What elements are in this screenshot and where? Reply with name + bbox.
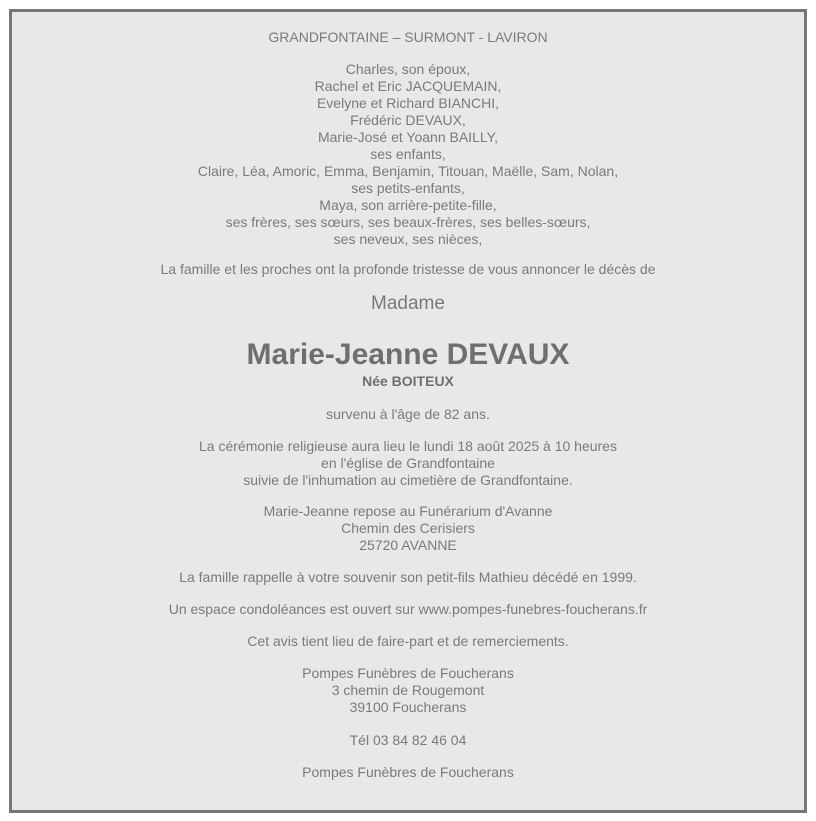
family-line: Maya, son arrière-petite-fille,: [319, 197, 497, 213]
deceased-name: Marie-Jeanne DEVAUX: [246, 338, 570, 371]
condolences-notice: Un espace condoléances est ouvert sur www.pompes-funebres-foucherans.fr: [168, 601, 648, 617]
funerarium-details: [12, 503, 804, 554]
funeral-home-line: Pompes Funèbres de Foucherans: [302, 665, 514, 681]
family-line: ses enfants,: [370, 146, 446, 162]
family-line: ses neveux, ses nièces,: [333, 231, 483, 247]
obituary-notice: [9, 9, 807, 813]
funerarium-line: Marie-Jeanne repose au Funérarium d'Avanne: [263, 503, 553, 519]
funeral-home-phone: Tél 03 84 82 46 04: [349, 732, 467, 748]
family-line: Marie-José et Yoann BAILLY,: [317, 129, 499, 145]
announcement-intro: La famille et les proches ont la profonde tristesse de vous annoncer le décès de: [160, 261, 656, 277]
family-list: [12, 61, 804, 248]
family-line: Frédéric DEVAUX,: [350, 112, 466, 128]
funerarium-line: Chemin des Cerisiers: [341, 520, 475, 536]
funerarium-line: 25720 AVANNE: [359, 537, 457, 553]
family-line: ses petits-enfants,: [351, 180, 465, 196]
faire-part-notice: Cet avis tient lieu de faire-part et de remerciements.: [247, 633, 569, 649]
civility-title: Madame: [371, 293, 445, 314]
funeral-home-line: 3 chemin de Rougemont: [331, 682, 485, 698]
notice-header-locations: GRANDFONTAINE – SURMONT - LAVIRON: [268, 29, 548, 45]
funeral-home-line: 39100 Foucherans: [349, 699, 467, 715]
ceremony-line: La cérémonie religieuse aura lieu le lundi 18 août 2025 à 10 heures: [199, 438, 617, 454]
age-text: survenu à l'âge de 82 ans.: [326, 406, 490, 422]
memorial-reminder: La famille rappelle à votre souvenir son petit-fils Mathieu décédé en 1999.: [179, 569, 637, 585]
family-line: Evelyne et Richard BIANCHI,: [316, 95, 500, 111]
funeral-home-address: [12, 665, 804, 716]
ceremony-line: suivie de l'inhumation au cimetière de Grandfontaine.: [243, 472, 573, 488]
family-line: ses frères, ses sœurs, ses beaux-frères, ses belles-sœurs,: [225, 214, 591, 230]
ceremony-line: en l'église de Grandfontaine: [321, 455, 495, 471]
maiden-name: Née BOITEUX: [362, 373, 454, 389]
family-line: Charles, son époux,: [345, 61, 471, 77]
ceremony-details: [12, 438, 804, 489]
funeral-home-signature: Pompes Funèbres de Foucherans: [302, 764, 514, 780]
family-line: Claire, Léa, Amoric, Emma, Benjamin, Titouan, Maëlle, Sam, Nolan,: [197, 163, 619, 179]
family-line: Rachel et Eric JACQUEMAIN,: [314, 78, 502, 94]
